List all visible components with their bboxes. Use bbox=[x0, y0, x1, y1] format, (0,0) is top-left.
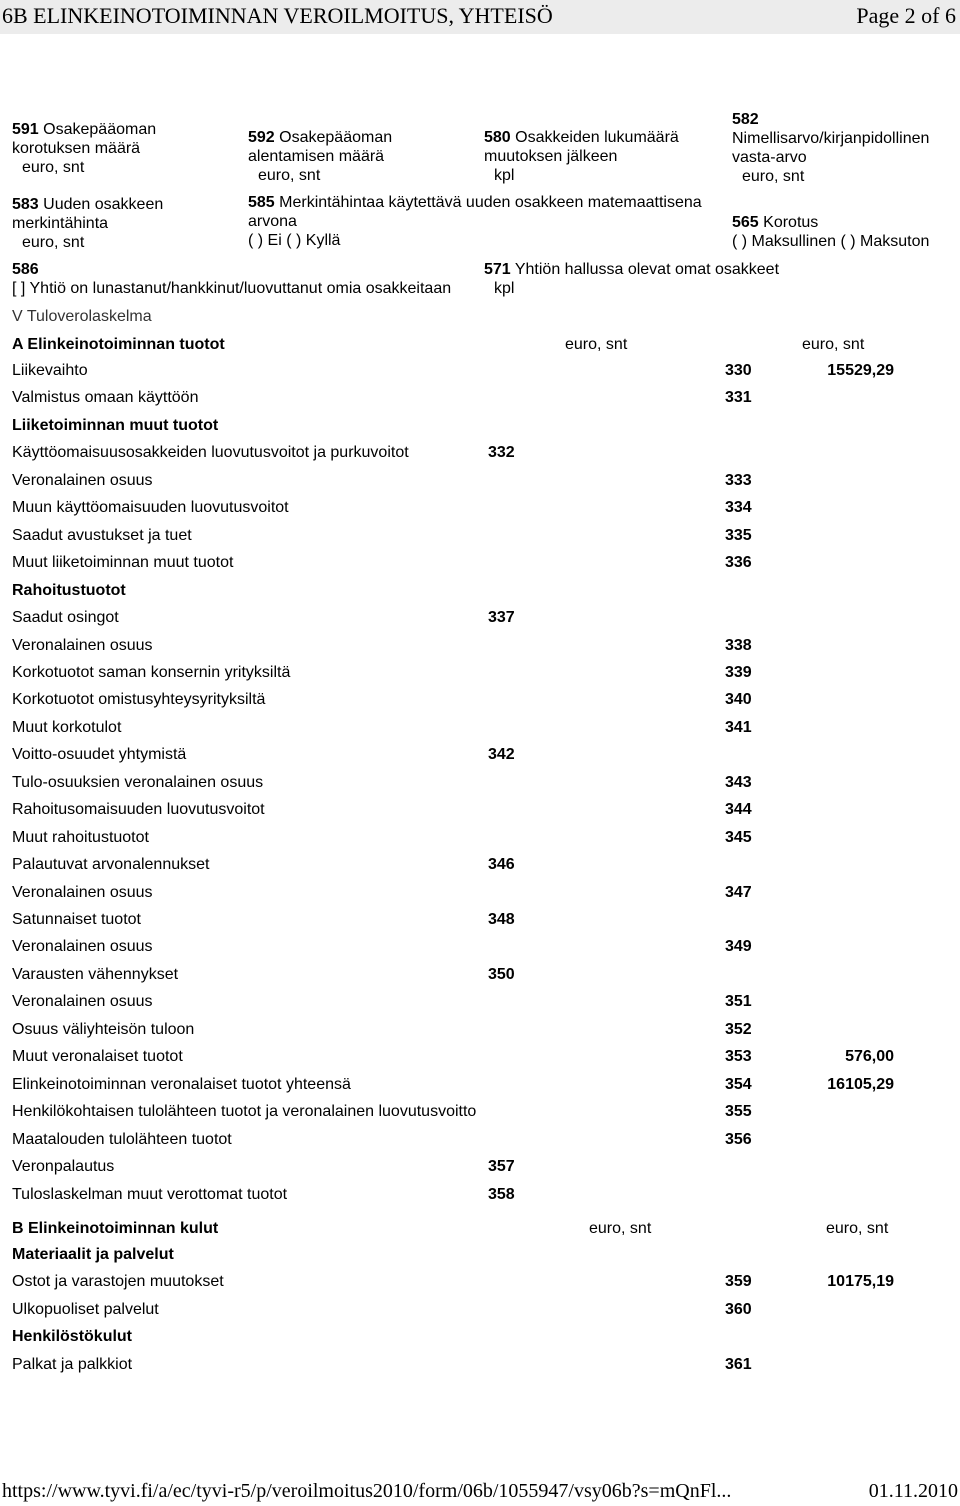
form-row bbox=[12, 1076, 952, 1098]
field-code: 586 bbox=[12, 261, 39, 278]
field-code: 333 bbox=[725, 471, 752, 489]
field-unit: euro, snt bbox=[258, 167, 321, 184]
form-row bbox=[12, 829, 952, 851]
subsection-heading bbox=[12, 1246, 952, 1268]
field-label-line2: merkintähinta bbox=[12, 215, 109, 232]
footer-url: https://www.tyvi.fi/a/ec/tyvi-r5/p/veroilmoitus2010/form/06b/1055947/vsy06b?s=mQnFl... bbox=[2, 1480, 732, 1502]
field-code: 592 bbox=[248, 129, 275, 146]
field-options[interactable]: ( ) Ei ( ) Kyllä bbox=[248, 232, 341, 249]
row-label: Tulo-osuuksien veronalainen osuus bbox=[12, 773, 264, 791]
form-row bbox=[12, 527, 952, 549]
form-row bbox=[12, 1158, 952, 1180]
field-code: 585 bbox=[248, 194, 275, 211]
form-row bbox=[12, 911, 952, 933]
field-code: 580 bbox=[484, 129, 511, 146]
field-code: 360 bbox=[725, 1300, 752, 1318]
subsection-heading bbox=[12, 417, 952, 439]
row-label: Muut korkotulot bbox=[12, 718, 122, 736]
row-label: Muut rahoitustuotot bbox=[12, 828, 149, 846]
field-unit: kpl bbox=[494, 280, 515, 297]
row-label: Materiaalit ja palvelut bbox=[12, 1246, 174, 1263]
field-code: 571 bbox=[484, 261, 511, 278]
field-label: Nimellisarvo/kirjanpidollinen bbox=[732, 130, 930, 147]
field-label-line2: alentamisen määrä bbox=[248, 148, 385, 165]
row-label: Korkotuotot omistusyhteysyrityksiltä bbox=[12, 691, 266, 709]
field-code: 339 bbox=[725, 663, 752, 681]
field-code: 346 bbox=[488, 856, 515, 874]
row-label: Käyttöomaisuusosakkeiden luovutusvoitot ja purkuvoitot bbox=[12, 444, 409, 462]
form-row bbox=[12, 444, 952, 466]
field-code: 356 bbox=[725, 1130, 752, 1148]
form-row bbox=[12, 801, 952, 823]
field-code: 354 bbox=[725, 1075, 752, 1093]
field-unit: euro, snt bbox=[22, 234, 85, 251]
subsection-heading bbox=[12, 582, 952, 604]
row-label: Palkat ja palkkiot bbox=[12, 1355, 133, 1373]
field-label-line2: vasta-arvo bbox=[732, 149, 807, 166]
field-label: Osakepääoman bbox=[43, 121, 157, 138]
row-label: Osuus väliyhteisön tuloon bbox=[12, 1020, 195, 1038]
form-row bbox=[12, 1131, 952, 1153]
form-row bbox=[12, 1273, 952, 1295]
field-code: 338 bbox=[725, 636, 752, 654]
row-label: Liikevaihto bbox=[12, 362, 88, 379]
field-code: 344 bbox=[725, 801, 752, 819]
form-row bbox=[12, 993, 952, 1015]
form-row bbox=[12, 1048, 952, 1070]
section-a-unit-1: euro, snt bbox=[565, 336, 628, 353]
row-label: Veronalainen osuus bbox=[12, 636, 153, 654]
row-label: Muun käyttöomaisuuden luovutusvoitot bbox=[12, 499, 289, 517]
row-label: Voitto-osuudet yhtymistä bbox=[12, 746, 187, 764]
field-code: 350 bbox=[488, 965, 515, 983]
form-row bbox=[12, 472, 952, 494]
field-code: 334 bbox=[725, 499, 752, 517]
form-title: 6B ELINKEINOTOIMINNAN VEROILMOITUS, YHTEISÖ bbox=[2, 3, 553, 28]
row-label: Veronpalautus bbox=[12, 1158, 115, 1176]
form-row bbox=[12, 637, 952, 659]
form-row bbox=[12, 938, 952, 960]
field-code: 582 bbox=[732, 111, 759, 128]
field-checkbox-label[interactable]: [ ] Yhtiö on lunastanut/hankkinut/luovuttanut omia osakkeitaan bbox=[12, 280, 452, 297]
field-591[interactable] bbox=[12, 120, 156, 177]
row-label: Valmistus omaan käyttöön bbox=[12, 389, 199, 407]
field-code: 336 bbox=[725, 554, 752, 572]
row-label: Satunnaiset tuotot bbox=[12, 911, 141, 928]
field-code: 591 bbox=[12, 121, 39, 138]
field-586[interactable] bbox=[12, 260, 451, 298]
field-unit: kpl bbox=[494, 167, 515, 184]
field-565[interactable] bbox=[732, 213, 929, 251]
form-row bbox=[12, 609, 952, 631]
field-code: 331 bbox=[725, 389, 752, 407]
field-582[interactable] bbox=[732, 110, 929, 186]
field-code: 341 bbox=[725, 718, 752, 736]
field-code: 351 bbox=[725, 993, 752, 1011]
section-a-title: A Elinkeinotoiminnan tuotot bbox=[12, 336, 225, 353]
form-row bbox=[12, 1021, 952, 1043]
row-label: Ulkopuoliset palvelut bbox=[12, 1300, 159, 1318]
row-label: Veronalainen osuus bbox=[12, 938, 153, 956]
form-row bbox=[12, 1186, 952, 1208]
field-code: 345 bbox=[725, 828, 752, 846]
field-value[interactable]: 16105,29 bbox=[827, 1075, 894, 1093]
row-label: Rahoitustuotot bbox=[12, 581, 126, 599]
row-label: Veronalainen osuus bbox=[12, 471, 153, 489]
field-unit: euro, snt bbox=[742, 168, 805, 185]
row-label: Muut liiketoiminnan muut tuotot bbox=[12, 554, 234, 572]
field-code: 357 bbox=[488, 1158, 515, 1176]
page-indicator: Page 2 of 6 bbox=[856, 3, 956, 28]
section-b-unit-1: euro, snt bbox=[589, 1220, 652, 1237]
subsection-heading bbox=[12, 1328, 952, 1350]
field-options[interactable]: ( ) Maksullinen ( ) Maksuton bbox=[732, 233, 930, 250]
field-code: 583 bbox=[12, 196, 39, 213]
form-row bbox=[12, 554, 952, 576]
form-row bbox=[12, 389, 952, 411]
field-code: 352 bbox=[725, 1020, 752, 1038]
row-label: Rahoitusomaisuuden luovutusvoitot bbox=[12, 801, 265, 819]
form-row bbox=[12, 1301, 952, 1323]
field-code: 359 bbox=[725, 1273, 752, 1291]
field-unit: euro, snt bbox=[22, 159, 85, 176]
field-label-line2: arvona bbox=[248, 213, 297, 230]
row-label: Elinkeinotoiminnan veronalaiset tuotot yhteensä bbox=[12, 1075, 351, 1093]
field-583[interactable] bbox=[12, 195, 163, 252]
row-label: Maatalouden tulolähteen tuotot bbox=[12, 1130, 232, 1148]
section-a-unit-2: euro, snt bbox=[802, 336, 865, 353]
row-label: Henkilökohtaisen tulolähteen tuotot ja veronalainen luovutusvoitto bbox=[12, 1103, 477, 1121]
row-label: Veronalainen osuus bbox=[12, 993, 153, 1011]
section-b-title: B Elinkeinotoiminnan kulut bbox=[12, 1220, 219, 1237]
field-label: Korotus bbox=[763, 214, 819, 231]
field-label: Uuden osakkeen bbox=[43, 196, 164, 213]
row-label: Palautuvat arvonalennukset bbox=[12, 856, 210, 874]
field-code: 342 bbox=[488, 746, 515, 764]
field-571[interactable] bbox=[484, 260, 779, 298]
row-label: Ostot ja varastojen muutokset bbox=[12, 1273, 224, 1291]
row-label: Liiketoiminnan muut tuotot bbox=[12, 416, 219, 434]
footer-date: 01.11.2010 bbox=[868, 1480, 958, 1502]
row-label: Tuloslaskelman muut verottomat tuotot bbox=[12, 1185, 288, 1203]
field-code: 332 bbox=[488, 444, 515, 462]
form-row bbox=[12, 746, 952, 768]
field-585[interactable] bbox=[248, 193, 702, 250]
field-code: 335 bbox=[725, 526, 752, 544]
form-row bbox=[12, 362, 952, 384]
form-row bbox=[12, 1356, 952, 1378]
field-code: 330 bbox=[725, 362, 752, 379]
field-580[interactable] bbox=[484, 128, 679, 185]
form-row bbox=[12, 884, 952, 906]
field-code: 337 bbox=[488, 609, 515, 627]
row-label: Veronalainen osuus bbox=[12, 883, 153, 901]
row-label: Korkotuotot saman konsernin yrityksiltä bbox=[12, 663, 291, 681]
field-label-line2: muutoksen jälkeen bbox=[484, 148, 618, 165]
field-code: 349 bbox=[725, 938, 752, 956]
form-row bbox=[12, 856, 952, 878]
field-code: 358 bbox=[488, 1185, 515, 1203]
field-code: 347 bbox=[725, 883, 752, 901]
form-row bbox=[12, 966, 952, 988]
form-row bbox=[12, 691, 952, 713]
field-592[interactable] bbox=[248, 128, 392, 185]
field-label: Yhtiön hallussa olevat omat osakkeet bbox=[514, 261, 780, 278]
field-code: 353 bbox=[725, 1048, 752, 1066]
row-label: Muut veronalaiset tuotot bbox=[12, 1048, 183, 1066]
field-code: 343 bbox=[725, 773, 752, 791]
field-value[interactable]: 10175,19 bbox=[827, 1273, 894, 1291]
field-label: Osakepääoman bbox=[279, 129, 393, 146]
row-label: Varausten vähennykset bbox=[12, 965, 179, 983]
field-code: 565 bbox=[732, 214, 759, 231]
field-label: Merkintähintaa käytettävä uuden osakkeen matemaattisena bbox=[279, 194, 702, 211]
page-header bbox=[0, 0, 960, 34]
row-label: Saadut osingot bbox=[12, 609, 119, 627]
form-row bbox=[12, 1103, 952, 1125]
section-b-unit-2: euro, snt bbox=[826, 1220, 889, 1237]
form-row bbox=[12, 499, 952, 521]
field-label: Osakkeiden lukumäärä bbox=[515, 129, 679, 146]
form-row bbox=[12, 774, 952, 796]
field-code: 340 bbox=[725, 691, 752, 709]
section-title: V Tuloverolaskelma bbox=[12, 308, 152, 325]
form-row bbox=[12, 719, 952, 741]
form-row bbox=[12, 664, 952, 686]
row-label: Saadut avustukset ja tuet bbox=[12, 526, 192, 544]
field-value[interactable]: 15529,29 bbox=[827, 362, 894, 379]
field-code: 361 bbox=[725, 1355, 752, 1373]
field-value[interactable]: 576,00 bbox=[845, 1048, 894, 1066]
field-code: 355 bbox=[725, 1103, 752, 1121]
field-code: 348 bbox=[488, 911, 515, 928]
field-label-line2: korotuksen määrä bbox=[12, 140, 141, 157]
row-label: Henkilöstökulut bbox=[12, 1328, 133, 1346]
